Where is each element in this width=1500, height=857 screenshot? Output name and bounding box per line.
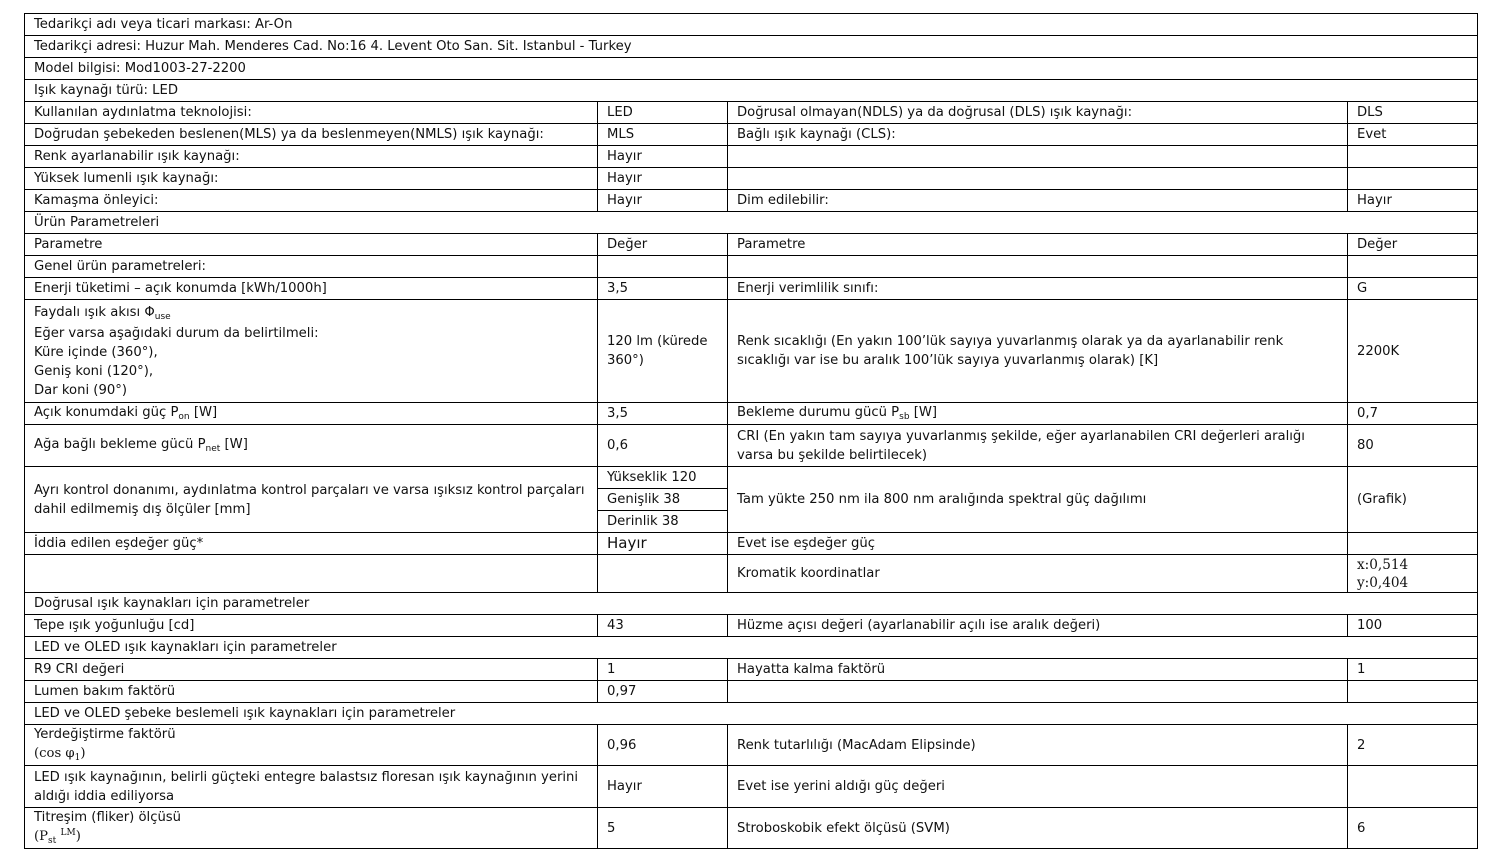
value-replacement-claim: Hayır: [598, 766, 728, 808]
empty-cell: [1348, 256, 1478, 278]
label-beam-angle: Hüzme açısı değeri (ayarlanabilir açılı ise aralık değeri): [728, 615, 1348, 637]
table-row: [25, 403, 1478, 425]
value-anti-glare: Hayır: [598, 190, 728, 212]
value-cri: 80: [1348, 425, 1478, 467]
label-energy-consumption: Enerji tüketimi – açık konumda [kWh/1000h]: [25, 278, 598, 300]
value-equivalent-claim: Hayır: [598, 533, 728, 555]
label-color-temp: Renk sıcaklığı (En yakın 100’lük sayıya yuvarlanmış olarak ya da ayarlanabilir renk sıcaklığı var ise bu aralık 100’lük sayıya yuvarlanmış olarak) [K]: [728, 300, 1348, 403]
table-row: [25, 725, 1478, 766]
table-row: [25, 256, 1478, 278]
table-row: [25, 555, 1478, 593]
value-dimmable: Hayır: [1348, 190, 1478, 212]
label-energy-class: Enerji verimlilik sınıfı:: [728, 278, 1348, 300]
label-network-standby: Ağa bağlı bekleme gücü $P_{net}$ [W]: [25, 425, 598, 467]
value-equivalent-power: [1348, 533, 1478, 555]
table-row: [25, 467, 1478, 533]
label-flicker: Titreşim (fliker) ölçüsü ($P_{st}$ $^{LM}$): [25, 808, 598, 849]
label-dimmable: Dim edilebilir:: [728, 190, 1348, 212]
label-chromaticity: Kromatik koordinatlar: [728, 555, 1348, 593]
table-row: [25, 615, 1478, 637]
value-connected: Evet: [1348, 124, 1478, 146]
column-header-value: Değer: [1348, 234, 1478, 256]
value-lighting-tech: LED: [598, 102, 728, 124]
tech-row: [25, 168, 1478, 190]
value-directional: DLS: [1348, 102, 1478, 124]
value-mains: MLS: [598, 124, 728, 146]
value-high-lumen: Hayır: [598, 168, 728, 190]
led-oled-title: LED ve OLED ışık kaynakları için parametreler: [25, 637, 1478, 659]
dimension-height: Yükseklik 120: [598, 467, 727, 489]
table-row: [25, 681, 1478, 703]
value-stroboscopic: 6: [1348, 808, 1478, 849]
supplier-address: Tedarikçi adresi: Huzur Mah. Menderes Cad. No:16 4. Levent Oto San. Sit. Istanbul - Turkey: [25, 36, 1478, 58]
label-equivalent-power: Evet ise eşdeğer güç: [728, 533, 1348, 555]
label-dimensions: Ayrı kontrol donanımı, aydınlatma kontrol parçaları ve varsa ışıksız kontrol parçaları dahil edilmemiş dış ölçüler [mm]: [25, 467, 598, 533]
light-source-type: Işık kaynağı türü: LED: [25, 80, 1478, 102]
tech-row: [25, 124, 1478, 146]
value-flicker: 5: [598, 808, 728, 849]
dimension-width: Genişlik 38: [598, 489, 727, 511]
product-info-sheet: [24, 13, 1478, 849]
label-lighting-tech: Kullanılan aydınlatma teknolojisi:: [25, 102, 598, 124]
table-row: [25, 425, 1478, 467]
table-row: [25, 278, 1478, 300]
label-color-consistency: Renk tutarlılığı (MacAdam Elipsinde): [728, 725, 1348, 766]
label-equivalent-claim: İddia edilen eşdeğer güç*: [25, 533, 598, 555]
label-replacement-claim: LED ışık kaynağının, belirli güçteki entegre balastsız floresan ışık kaynağının yerini aldığı iddia ediliyorsa: [25, 766, 598, 808]
label-cri: CRI (En yakın tam sayıya yuvarlanmış şekilde, eğer ayarlanabilen CRI değerleri aralığı varsa bu şekilde belirtilecek): [728, 425, 1348, 467]
general-params-title: Genel ürün parametreleri:: [25, 256, 598, 278]
label-mains: Doğrudan şebekeden beslenen(MLS) ya da beslenmeyen(NMLS) ışık kaynağı:: [25, 124, 598, 146]
directional-title: Doğrusal ışık kaynakları için parametreler: [25, 593, 1478, 615]
label-high-lumen: Yüksek lumenli ışık kaynağı:: [25, 168, 598, 190]
empty-cell: [1348, 681, 1478, 703]
value-replacement-power: [1348, 766, 1478, 808]
model-info: Model bilgisi: Mod1003-27-2200: [25, 58, 1478, 80]
chromaticity-x: x:0,514: [1357, 556, 1409, 573]
tech-row: [25, 190, 1478, 212]
label-on-power: Açık konumdaki güç $P_{on}$ [W]: [25, 403, 598, 425]
label-peak-intensity: Tepe ışık yoğunluğu [cd]: [25, 615, 598, 637]
value-on-power: 3,5: [598, 403, 728, 425]
value-peak-intensity: 43: [598, 615, 728, 637]
table-row: [25, 300, 1478, 403]
empty-cell: [728, 146, 1348, 168]
empty-cell: [728, 256, 1348, 278]
value-network-standby: 0,6: [598, 425, 728, 467]
value-lumen-maintenance: 0,97: [598, 681, 728, 703]
value-useful-flux: 120 lm (kürede 360°): [598, 300, 728, 403]
supplier-name: Tedarikçi adı veya ticari markası: Ar-On: [25, 14, 1478, 36]
value-displacement-factor: 0,96: [598, 725, 728, 766]
value-survival-factor: 1: [1348, 659, 1478, 681]
column-header-param: Parametre: [728, 234, 1348, 256]
column-header-value: Değer: [598, 234, 728, 256]
tech-row: [25, 146, 1478, 168]
table-row: [25, 533, 1478, 555]
value-beam-angle: 100: [1348, 615, 1478, 637]
label-useful-flux: Faydalı ışık akısı $\Phi_{use}$ Eğer varsa aşağıdaki durum da belirtilmeli: Küre içinde (360°), Geniş koni (120°), Dar koni (90°): [25, 300, 598, 403]
empty-cell: [1348, 168, 1478, 190]
empty-cell: [728, 168, 1348, 190]
value-spectral: (Grafik): [1348, 467, 1478, 533]
value-color-consistency: 2: [1348, 725, 1478, 766]
label-anti-glare: Kamaşma önleyici:: [25, 190, 598, 212]
table-row: [25, 659, 1478, 681]
label-stroboscopic: Stroboskobik efekt ölçüsü (SVM): [728, 808, 1348, 849]
column-header-param: Parametre: [25, 234, 598, 256]
label-survival-factor: Hayatta kalma faktörü: [728, 659, 1348, 681]
value-color-temp: 2200K: [1348, 300, 1478, 403]
table-row: [25, 808, 1478, 849]
value-energy-consumption: 3,5: [598, 278, 728, 300]
label-replacement-power: Evet ise yerini aldığı güç değeri: [728, 766, 1348, 808]
empty-cell: [598, 256, 728, 278]
empty-cell: [728, 681, 1348, 703]
value-standby-power: 0,7: [1348, 403, 1478, 425]
label-lumen-maintenance: Lumen bakım faktörü: [25, 681, 598, 703]
empty-cell: [1348, 146, 1478, 168]
value-r9-cri: 1: [598, 659, 728, 681]
label-displacement-factor: Yerdeğiştirme faktörü (cos $\varphi_1$): [25, 725, 598, 766]
value-color-tunable: Hayır: [598, 146, 728, 168]
chromaticity-y: y:0,404: [1357, 574, 1409, 591]
value-dimensions: [598, 467, 728, 533]
label-spectral: Tam yükte 250 nm ila 800 nm aralığında spektral güç dağılımı: [728, 467, 1348, 533]
mains-title: LED ve OLED şebeke beslemeli ışık kaynakları için parametreler: [25, 703, 1478, 725]
label-r9-cri: R9 CRI değeri: [25, 659, 598, 681]
value-chromaticity: [1348, 555, 1478, 593]
value-energy-class: G: [1348, 278, 1478, 300]
empty-cell: [598, 555, 728, 593]
label-directional: Doğrusal olmayan(NDLS) ya da doğrusal (DLS) ışık kaynağı:: [728, 102, 1348, 124]
empty-cell: [25, 555, 598, 593]
section-title: Ürün Parametreleri: [25, 212, 1478, 234]
table-row: [25, 766, 1478, 808]
label-color-tunable: Renk ayarlanabilir ışık kaynağı:: [25, 146, 598, 168]
label-connected: Bağlı ışık kaynağı (CLS):: [728, 124, 1348, 146]
tech-row: [25, 102, 1478, 124]
dimension-depth: Derinlik 38: [607, 514, 679, 529]
header-row: [25, 234, 1478, 256]
label-standby-power: Bekleme durumu gücü $P_{sb}$ [W]: [728, 403, 1348, 425]
